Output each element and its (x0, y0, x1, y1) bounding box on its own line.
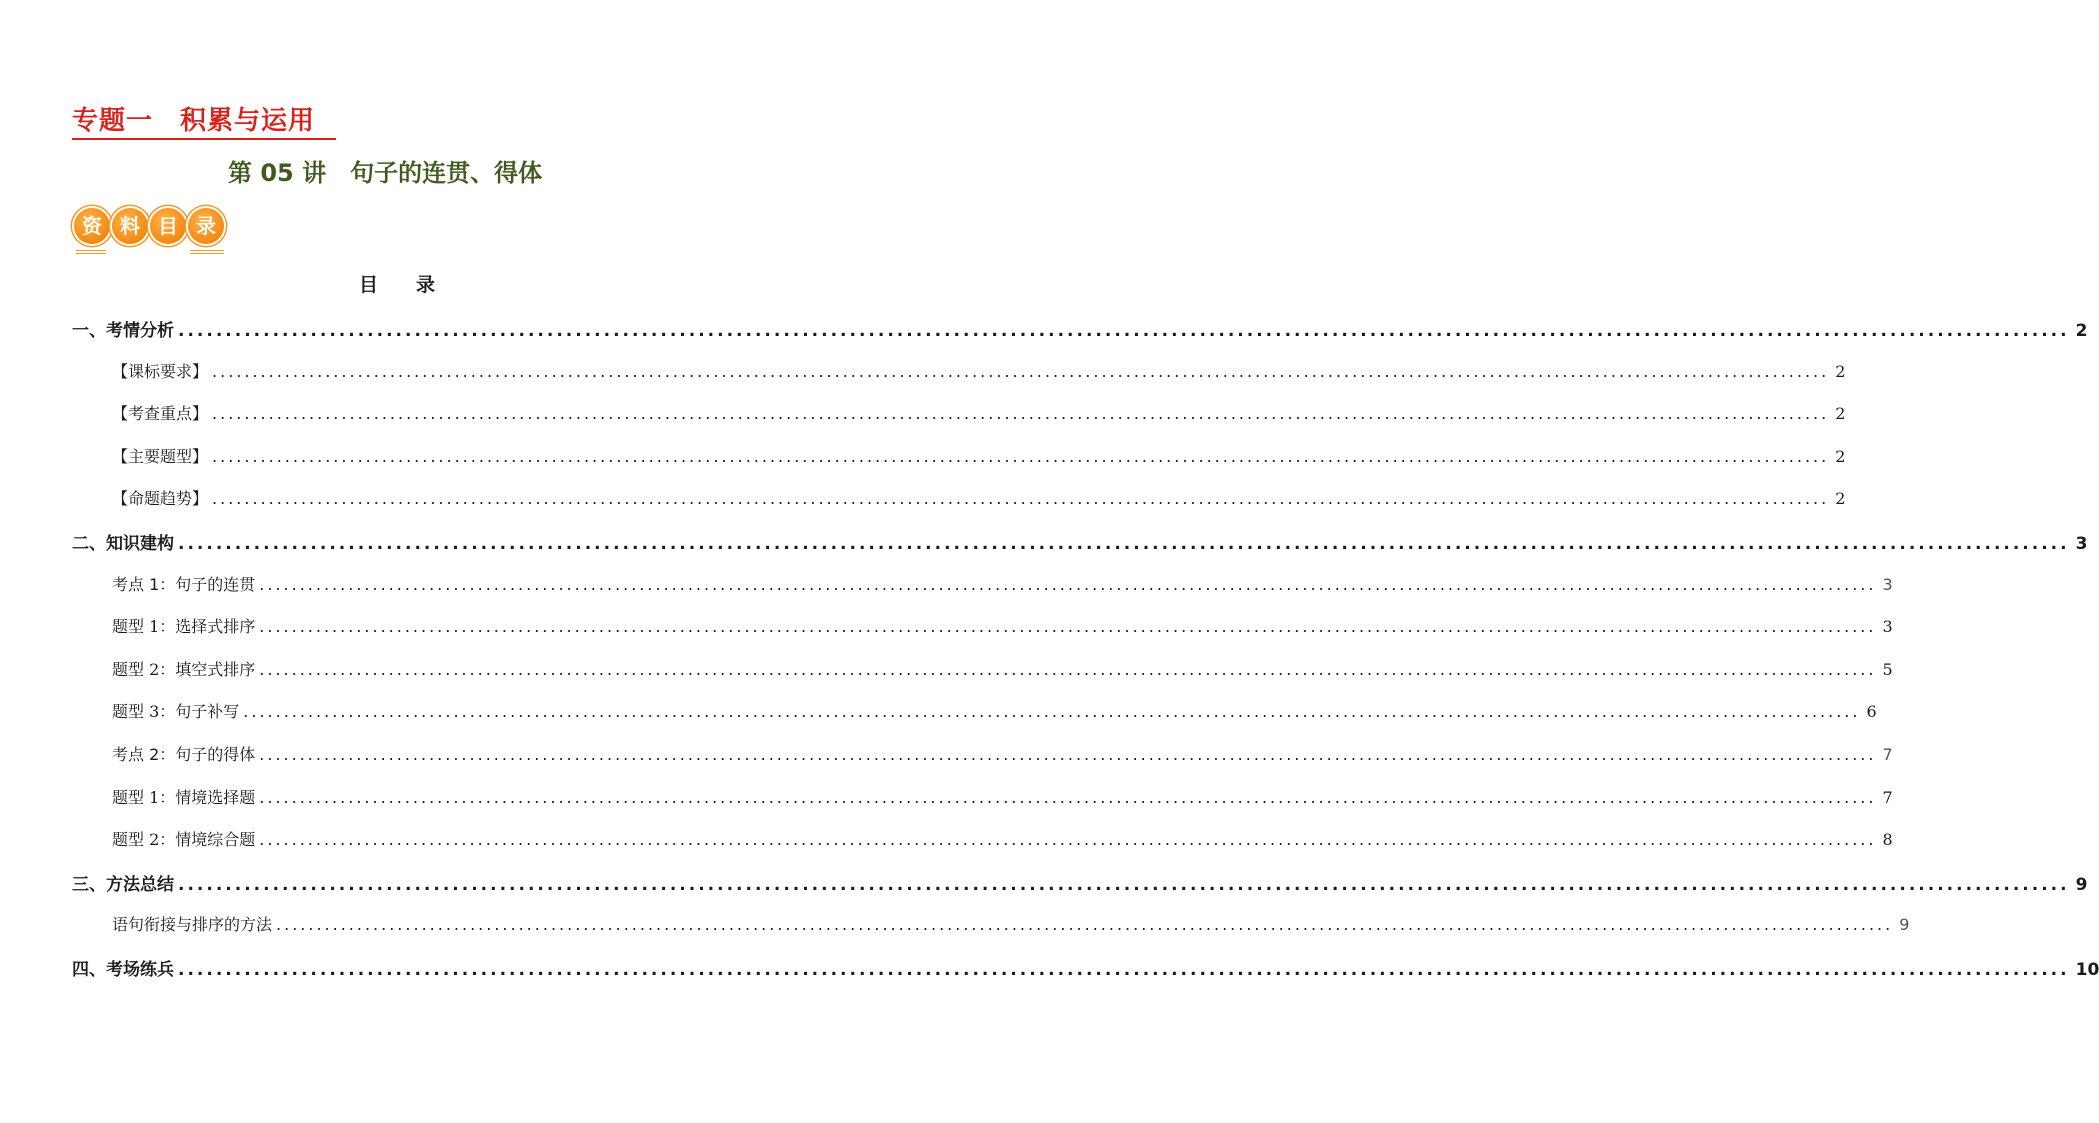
toc-entry-label: 语句衔接与排序的方法 (112, 915, 273, 935)
toc-entry-label: 考点 2：句子的得体 (112, 745, 256, 764)
toc-entry-page-number: 9 (2075, 874, 2088, 895)
toc-dot-leader: ........................................................................................................................................................................................................ (259, 745, 1877, 764)
toc-dot-leader: ........................................................................................................................................................................................................ (243, 702, 1861, 722)
topic-title-underline (72, 138, 336, 140)
badge-char: 录 (188, 208, 224, 244)
toc-entry-page-number: 2 (2075, 321, 2088, 341)
toc-heading: 目 录 (358, 274, 435, 296)
toc-entry-label: 【主要题型】 (112, 446, 209, 466)
badge-underline (190, 250, 224, 251)
badge-char: 料 (112, 208, 148, 244)
toc-entry-label: 题型 1：情境选择题 (112, 787, 256, 807)
toc-entry-page-number: 7 (1882, 745, 1893, 764)
toc-dot-leader: ........................................................................................................................................................................................................ (178, 960, 2070, 980)
toc-entry[interactable] (0, 742, 1893, 770)
toc-dot-leader: ........................................................................................................................................................................................................ (178, 534, 2070, 554)
toc-entry[interactable] (0, 785, 1893, 813)
toc-entry-page-number: 7 (1882, 787, 1893, 807)
toc-entry-page-number: 8 (1882, 830, 1893, 850)
topic-title: 专题一 积累与运用 (72, 106, 316, 136)
toc-entry-page-number: 5 (1882, 659, 1893, 679)
toc-entry-label: 三、方法总结 (72, 874, 174, 895)
badge-char: 目 (150, 208, 186, 244)
toc-entry[interactable] (0, 529, 2088, 557)
badge-underline (190, 253, 224, 254)
toc-entry[interactable] (0, 444, 1846, 472)
toc-entry[interactable] (0, 614, 1893, 642)
toc-entry-page-number: 2 (1835, 446, 1846, 466)
lecture-title: 第 05 讲 句子的连贯、得体 (228, 159, 543, 187)
toc-entry[interactable] (0, 657, 1893, 685)
toc-entry-page-number: 9 (1899, 915, 1910, 935)
toc-entry[interactable] (0, 955, 2099, 983)
badge-underline (76, 250, 106, 251)
toc-entry[interactable] (0, 699, 1877, 727)
toc-entry-label: 题型 3：句子补写 (112, 702, 240, 722)
badge-char: 资 (74, 208, 110, 244)
badge-underline (76, 253, 106, 254)
toc-entry-page-number: 2 (1835, 489, 1846, 509)
toc-entry[interactable] (0, 359, 1846, 387)
toc-dot-leader: ........................................................................................................................................................................................................ (178, 321, 2070, 341)
toc-entry-page-number: 3 (2075, 534, 2088, 554)
toc-dot-leader: ........................................................................................................................................................................................................ (212, 489, 1830, 509)
toc-dot-leader: ........................................................................................................................................................................................................ (212, 361, 1830, 381)
toc-entry[interactable] (0, 401, 1846, 429)
toc-dot-leader: ........................................................................................................................................................................................................ (259, 830, 1877, 850)
toc-entry-label: 考点 1：句子的连贯 (112, 574, 256, 594)
toc-entry-page-number: 2 (1835, 361, 1846, 381)
toc-dot-leader: ........................................................................................................................................................................................................ (259, 574, 1877, 594)
toc-dot-leader: ........................................................................................................................................................................................................ (276, 915, 1894, 935)
toc-dot-leader: ........................................................................................................................................................................................................ (178, 874, 2070, 895)
toc-dot-leader: ........................................................................................................................................................................................................ (259, 659, 1877, 679)
toc-entry-label: 【考查重点】 (112, 404, 209, 424)
toc-entry-page-number: 3 (1882, 574, 1893, 594)
toc-entry[interactable] (0, 486, 1846, 514)
toc-entry[interactable] (0, 572, 1893, 600)
toc-entry-label: 题型 2：情境综合题 (112, 830, 256, 850)
toc-entry-page-number: 6 (1866, 702, 1877, 722)
toc-entry-label: 【课标要求】 (112, 361, 209, 381)
toc-entry-label: 四、考场练兵 (72, 960, 174, 980)
toc-entry[interactable] (0, 870, 2088, 898)
toc-entry[interactable] (0, 316, 2088, 344)
toc-entry-label: 【命题趋势】 (112, 489, 209, 509)
toc-entry-label: 一、考情分析 (72, 321, 174, 341)
toc-entry[interactable] (0, 912, 1910, 940)
toc-entry-page-number: 10 (2075, 960, 2099, 980)
toc-entry-page-number: 2 (1835, 404, 1846, 424)
toc-dot-leader: ........................................................................................................................................................................................................ (212, 446, 1830, 466)
toc-entry-label: 二、知识建构 (72, 534, 174, 554)
toc-dot-leader: ........................................................................................................................................................................................................ (259, 787, 1877, 807)
toc-dot-leader: ........................................................................................................................................................................................................ (259, 617, 1877, 637)
toc-entry-page-number: 3 (1882, 617, 1893, 637)
toc-entry-label: 题型 2：填空式排序 (112, 659, 256, 679)
toc-entry[interactable] (0, 827, 1893, 855)
toc-dot-leader: ........................................................................................................................................................................................................ (212, 404, 1830, 424)
toc-entry-label: 题型 1：选择式排序 (112, 617, 256, 637)
